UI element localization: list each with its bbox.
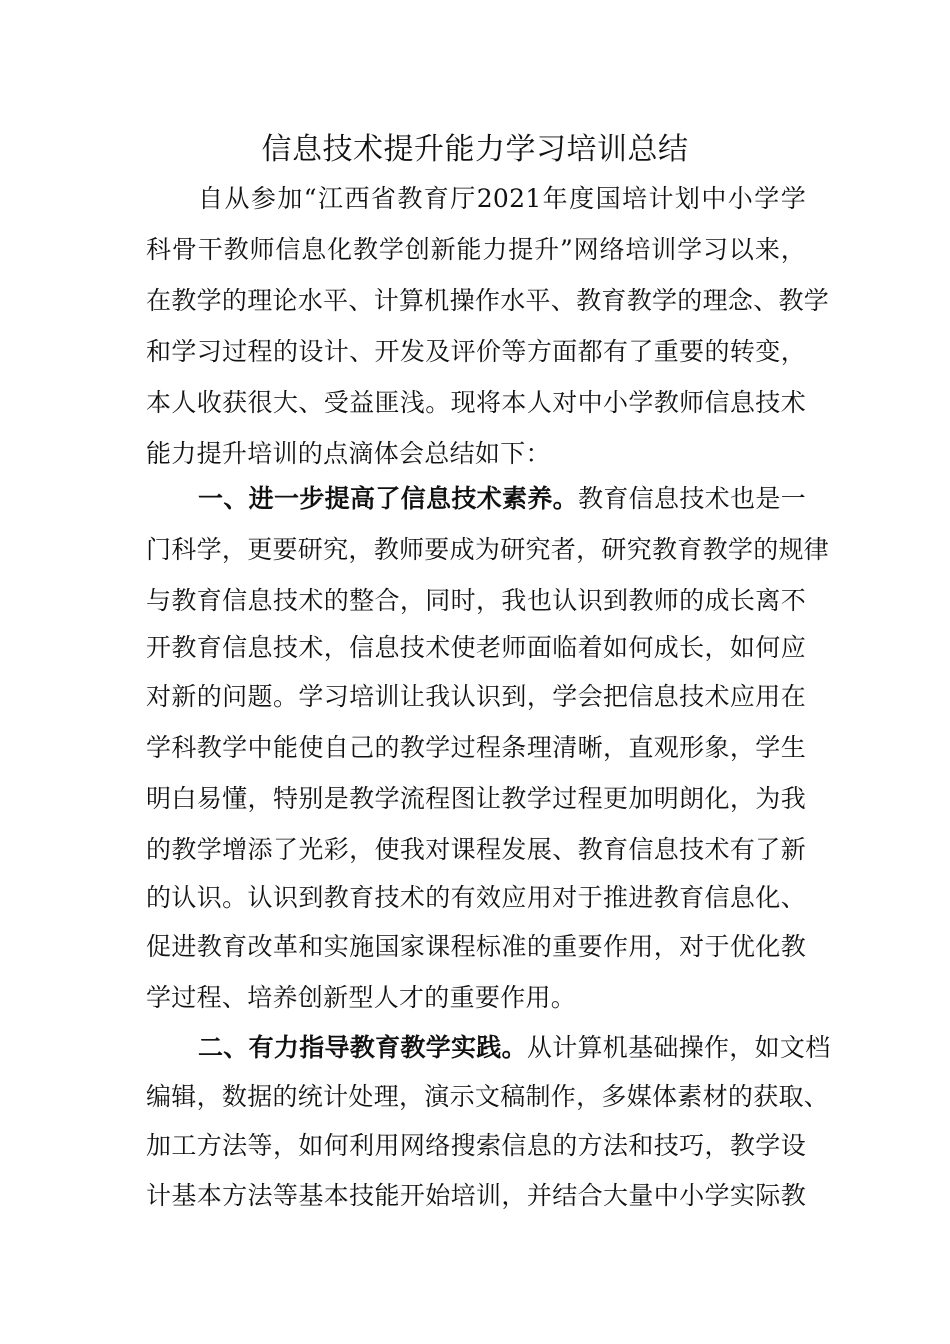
paragraph-1-line-4: 和学习过程的设计、开发及评价等方面都有了重要的转变，	[146, 337, 806, 366]
paragraph-3-line-3: 加工方法等，如何利用网络搜索信息的方法和技巧，教学设	[146, 1131, 806, 1160]
paragraph-2-line-11: 学过程、培养创新型人才的重要作用。	[146, 983, 577, 1012]
paragraph-1-line-6: 能力提升培训的点滴体会总结如下：	[146, 439, 551, 468]
paragraph-3-line-1-text: 从计算机基础操作，如文档	[526, 1033, 831, 1062]
paragraph-2-line-1-text: 教育信息技术也是一	[578, 484, 806, 513]
paragraph-2-line-7: 明白易懂，特别是教学流程图让教学过程更加明朗化，为我	[146, 784, 806, 813]
paragraph-1-line-1: 自从参加“江西省教育厅2021年度国培计划中小学学	[198, 184, 806, 213]
document-title: 信息技术提升能力学习培训总结	[261, 132, 689, 167]
paragraph-2-line-3: 与教育信息技术的整合，同时，我也认识到教师的成长离不	[146, 586, 806, 615]
section-heading-1: 一、进一步提高了信息技术素养。	[198, 484, 579, 513]
paragraph-1-line-2: 科骨干教师信息化教学创新能力提升”网络培训学习以来，	[146, 235, 806, 264]
paragraph-2-line-6: 学科教学中能使自己的教学过程条理清晰，直观形象，学生	[146, 733, 806, 762]
paragraph-2-line-10: 促进教育改革和实施国家课程标准的重要作用，对于优化教	[146, 932, 806, 961]
section-heading-2: 二、有力指导教育教学实践。	[198, 1033, 527, 1062]
paragraph-2-line-9: 的认识。认识到教育技术的有效应用对于推进教育信息化、	[146, 883, 806, 912]
paragraph-1-line-3: 在教学的理论水平、计算机操作水平、教育教学的理念、教学	[146, 286, 830, 315]
paragraph-3-line-1	[198, 1030, 831, 1066]
paragraph-2-line-2: 门科学，更要研究，教师要成为研究者，研究教育教学的规律	[146, 535, 830, 564]
paragraph-3-line-4: 计基本方法等基本技能开始培训，并结合大量中小学实际教	[146, 1181, 806, 1210]
paragraph-2-line-4: 开教育信息技术，信息技术使老师面临着如何成长，如何应	[146, 633, 806, 662]
paragraph-3-line-2: 编辑，数据的统计处理，演示文稿制作，多媒体素材的获取、	[146, 1082, 830, 1111]
paragraph-2-line-8: 的教学增添了光彩，使我对课程发展、教育信息技术有了新	[146, 835, 806, 864]
paragraph-2-line-1	[198, 481, 806, 517]
paragraph-2-line-5: 对新的问题。学习培训让我认识到，学会把信息技术应用在	[146, 682, 806, 711]
paragraph-1-line-5: 本人收获很大、受益匪浅。现将本人对中小学教师信息技术	[146, 388, 806, 417]
